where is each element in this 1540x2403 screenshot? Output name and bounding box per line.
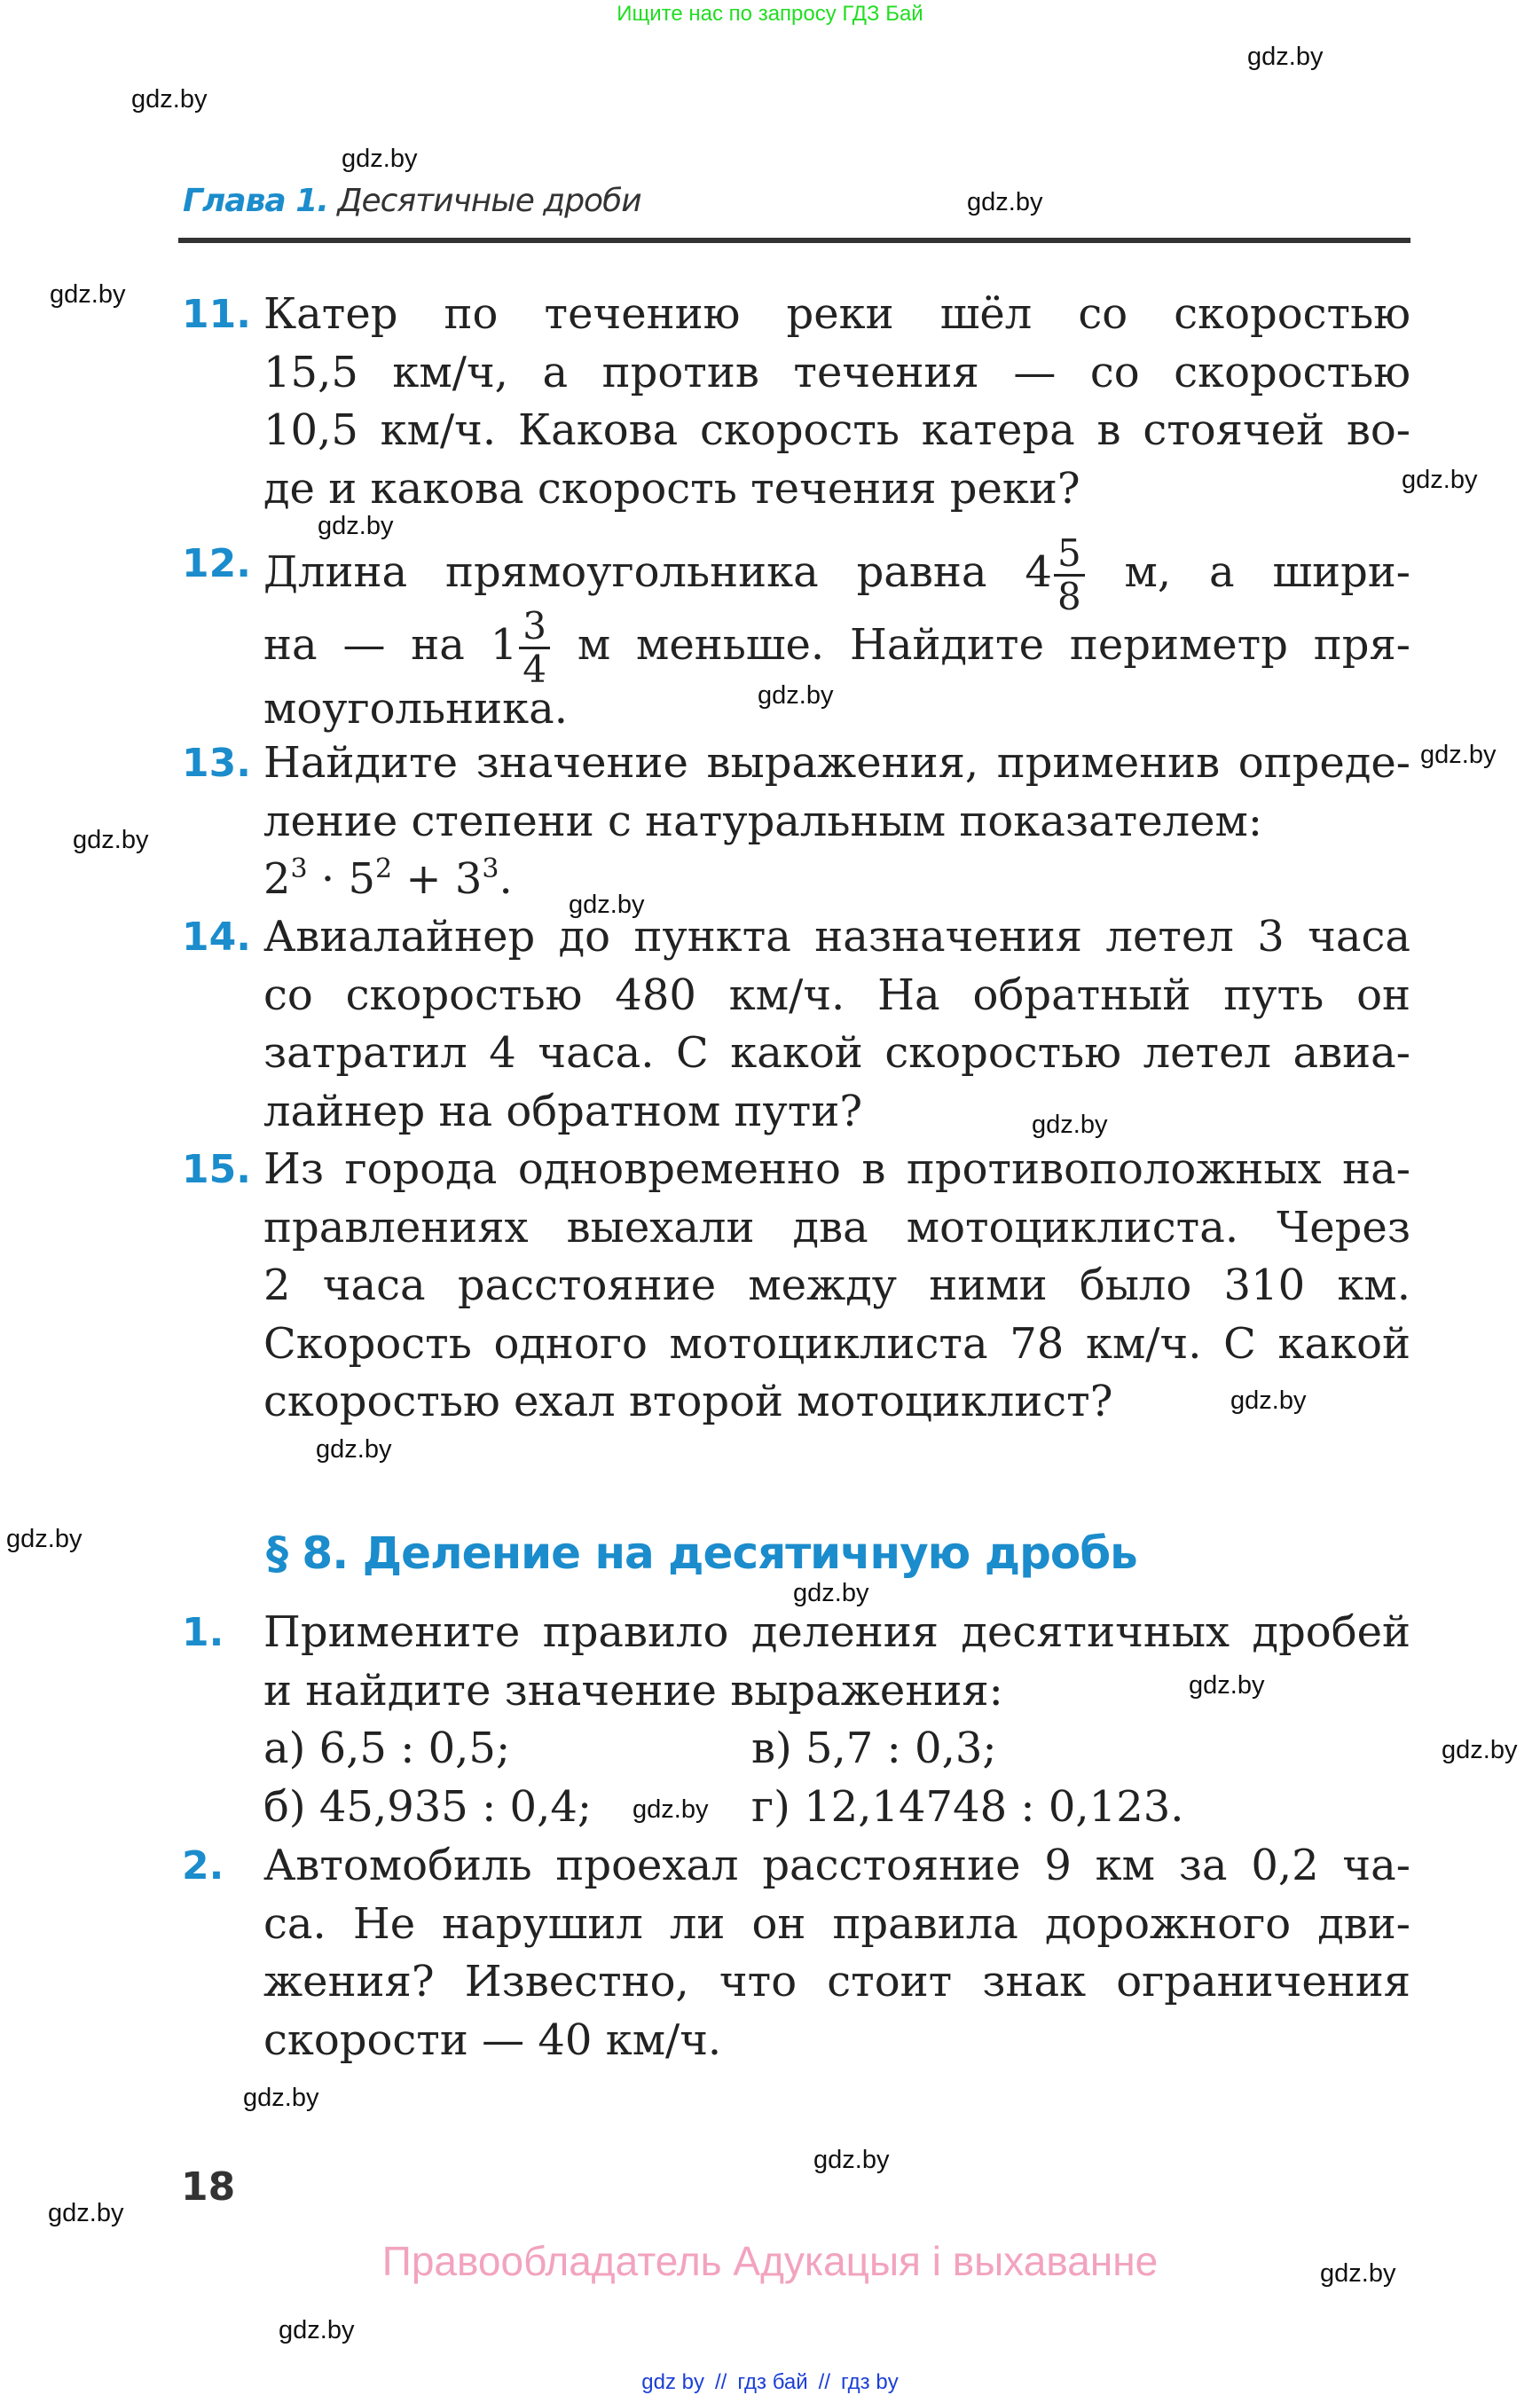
- watermark: gdz.by: [569, 891, 645, 919]
- problem-number: 11.: [182, 292, 251, 337]
- watermark: gdz.by: [48, 2199, 124, 2227]
- text-line: Примените правило деления десятичных дробей: [263, 1607, 1410, 1657]
- text-line: Скорость одного мотоциклиста 78 км/ч. С какой: [263, 1318, 1410, 1369]
- watermark: gdz.by: [1320, 2259, 1396, 2288]
- chapter-title: Десятичные дроби: [337, 183, 641, 219]
- text-line: скоростью ехал второй мотоциклист?: [263, 1377, 1113, 1426]
- link-separator: //: [818, 2370, 830, 2394]
- text-line: правлениях выехали два мотоциклиста. Через: [263, 1202, 1410, 1253]
- text-line: Из города одновременно в противоположных на-: [263, 1144, 1410, 1194]
- watermark: gdz.by: [131, 85, 208, 114]
- problem-number: 2.: [182, 1843, 224, 1889]
- section-title: § 8. Деление на десятичную дробь: [266, 1527, 1137, 1579]
- problem-text: [263, 908, 1410, 1141]
- problem-text: [263, 734, 1410, 909]
- watermark: gdz.by: [1189, 1671, 1265, 1700]
- text-line: Автомобиль проехал расстояние 9 км за 0,2 ча-: [263, 1841, 1410, 1890]
- text-line: 15,5 км/ч, а против течения — со скоростью: [263, 347, 1410, 397]
- watermark: gdz.by: [1230, 1386, 1307, 1415]
- watermark: gdz.by: [50, 280, 126, 309]
- link-separator: //: [715, 2370, 727, 2394]
- problem-13: [182, 734, 1410, 909]
- watermark: gdz.by: [316, 1435, 392, 1464]
- text-line: Авиалайнер до пункта назначения летел 3 часа: [263, 912, 1410, 962]
- text-line: жения? Известно, что стоит знак ограничения: [263, 1957, 1410, 2006]
- link-gdz-by-cyr[interactable]: гдз by: [841, 2370, 899, 2394]
- watermark: gdz.by: [318, 512, 394, 540]
- exercise-a: а) 6,5 : 0,5;: [263, 1724, 511, 1773]
- problem-text: [263, 1141, 1410, 1432]
- watermark: gdz.by: [967, 188, 1043, 216]
- text-line: 2 часа расстояние между ними было 310 км.: [263, 1260, 1410, 1310]
- page-number: 18: [181, 2164, 236, 2210]
- problem-11: [182, 286, 1410, 518]
- text-line: са. Не нарушил ли он правила дорожного дви-: [263, 1898, 1410, 1949]
- problem-12: [182, 531, 1411, 739]
- problem-text: [263, 531, 1411, 739]
- watermark: gdz.by: [1402, 466, 1478, 494]
- watermark: gdz.by: [6, 1525, 82, 1553]
- chapter-header: [183, 183, 641, 219]
- footer-links: [0, 2370, 1540, 2395]
- mixed-fraction: 4 $\frac{5}{8}$: [1025, 547, 1086, 597]
- text-line: лайнер на обратном пути?: [263, 1086, 863, 1136]
- text-line: скорости — 40 км/ч.: [263, 2014, 722, 2065]
- exercise-g: г) 12,14748 : 0,123.: [751, 1781, 1184, 1832]
- watermark: gdz.by: [632, 1795, 709, 1824]
- text-line: Катер по течению реки шёл со скоростью: [263, 289, 1410, 339]
- watermark: gdz.by: [342, 145, 418, 173]
- text-line: Найдите значение выражения, применив опреде-: [263, 738, 1410, 788]
- watermark: gdz.by: [243, 2084, 319, 2112]
- watermark: gdz.by: [813, 2146, 890, 2174]
- watermark: gdz.by: [1247, 43, 1324, 71]
- watermark: gdz.by: [73, 826, 149, 854]
- section-problem-2: [182, 1837, 1410, 2069]
- watermark: gdz.by: [1032, 1111, 1108, 1139]
- text-line: со скоростью 480 км/ч. На обратный путь он: [263, 970, 1410, 1020]
- problem-text: [263, 1604, 1410, 1836]
- text-line: Длина прямоугольника равна 4 $\frac{5}{8}$ м, а шири-: [263, 531, 1411, 618]
- search-banner[interactable]: Ищите нас по запросу ГДЗ Бай: [617, 2, 923, 26]
- watermark: gdz.by: [758, 681, 834, 710]
- section-problem-1: [182, 1604, 1410, 1836]
- watermark: gdz.by: [1420, 741, 1497, 769]
- watermark: gdz.by: [793, 1579, 869, 1607]
- problem-text: [263, 1837, 1410, 2069]
- exercise-b: б) 45,935 : 0,4;: [263, 1781, 593, 1832]
- text-line: моугольника.: [263, 684, 569, 734]
- problem-number: 15.: [182, 1147, 251, 1192]
- problem-number: 1.: [182, 1610, 224, 1655]
- link-gdz-by[interactable]: gdz by: [641, 2370, 704, 2394]
- text-line: 10,5 км/ч. Какова скорость катера в стоячей во-: [263, 405, 1410, 455]
- problem-15: [182, 1141, 1410, 1432]
- exercise-row: [263, 1779, 1410, 1837]
- text-line: затратил 4 часа. С какой скоростью летел авиа-: [263, 1028, 1410, 1078]
- text-line: де и какова скорость течения реки?: [263, 463, 1080, 514]
- mixed-fraction: 1 $\frac{3}{4}$: [491, 620, 552, 670]
- expression: $2^3 \cdot 5^2 + 3^3$.: [263, 853, 513, 904]
- header-divider: [178, 238, 1410, 243]
- text-line: и найдите значение выражения:: [263, 1665, 1003, 1716]
- text-line: на — на 1 $\frac{3}{4}$ м меньше. Найдите периметр пря-: [263, 604, 1411, 691]
- text-line: ление степени с натуральным показателем:: [263, 796, 1263, 846]
- problem-number: 13.: [182, 741, 251, 786]
- watermark: gdz.by: [279, 2316, 355, 2344]
- problem-14: [182, 908, 1410, 1141]
- problem-number: 12.: [182, 541, 251, 586]
- watermark: gdz.by: [1442, 1736, 1518, 1764]
- exercise-row: [263, 1720, 1410, 1779]
- link-gdz-bai[interactable]: гдз бай: [737, 2370, 808, 2394]
- chapter-number: Глава 1.: [183, 183, 328, 219]
- rights-holder: Правообладатель Адукацыя і выхаванне: [381, 2238, 1159, 2284]
- problem-text: [263, 286, 1410, 518]
- problem-number: 14.: [182, 915, 251, 960]
- exercise-v: в) 5,7 : 0,3;: [751, 1724, 997, 1773]
